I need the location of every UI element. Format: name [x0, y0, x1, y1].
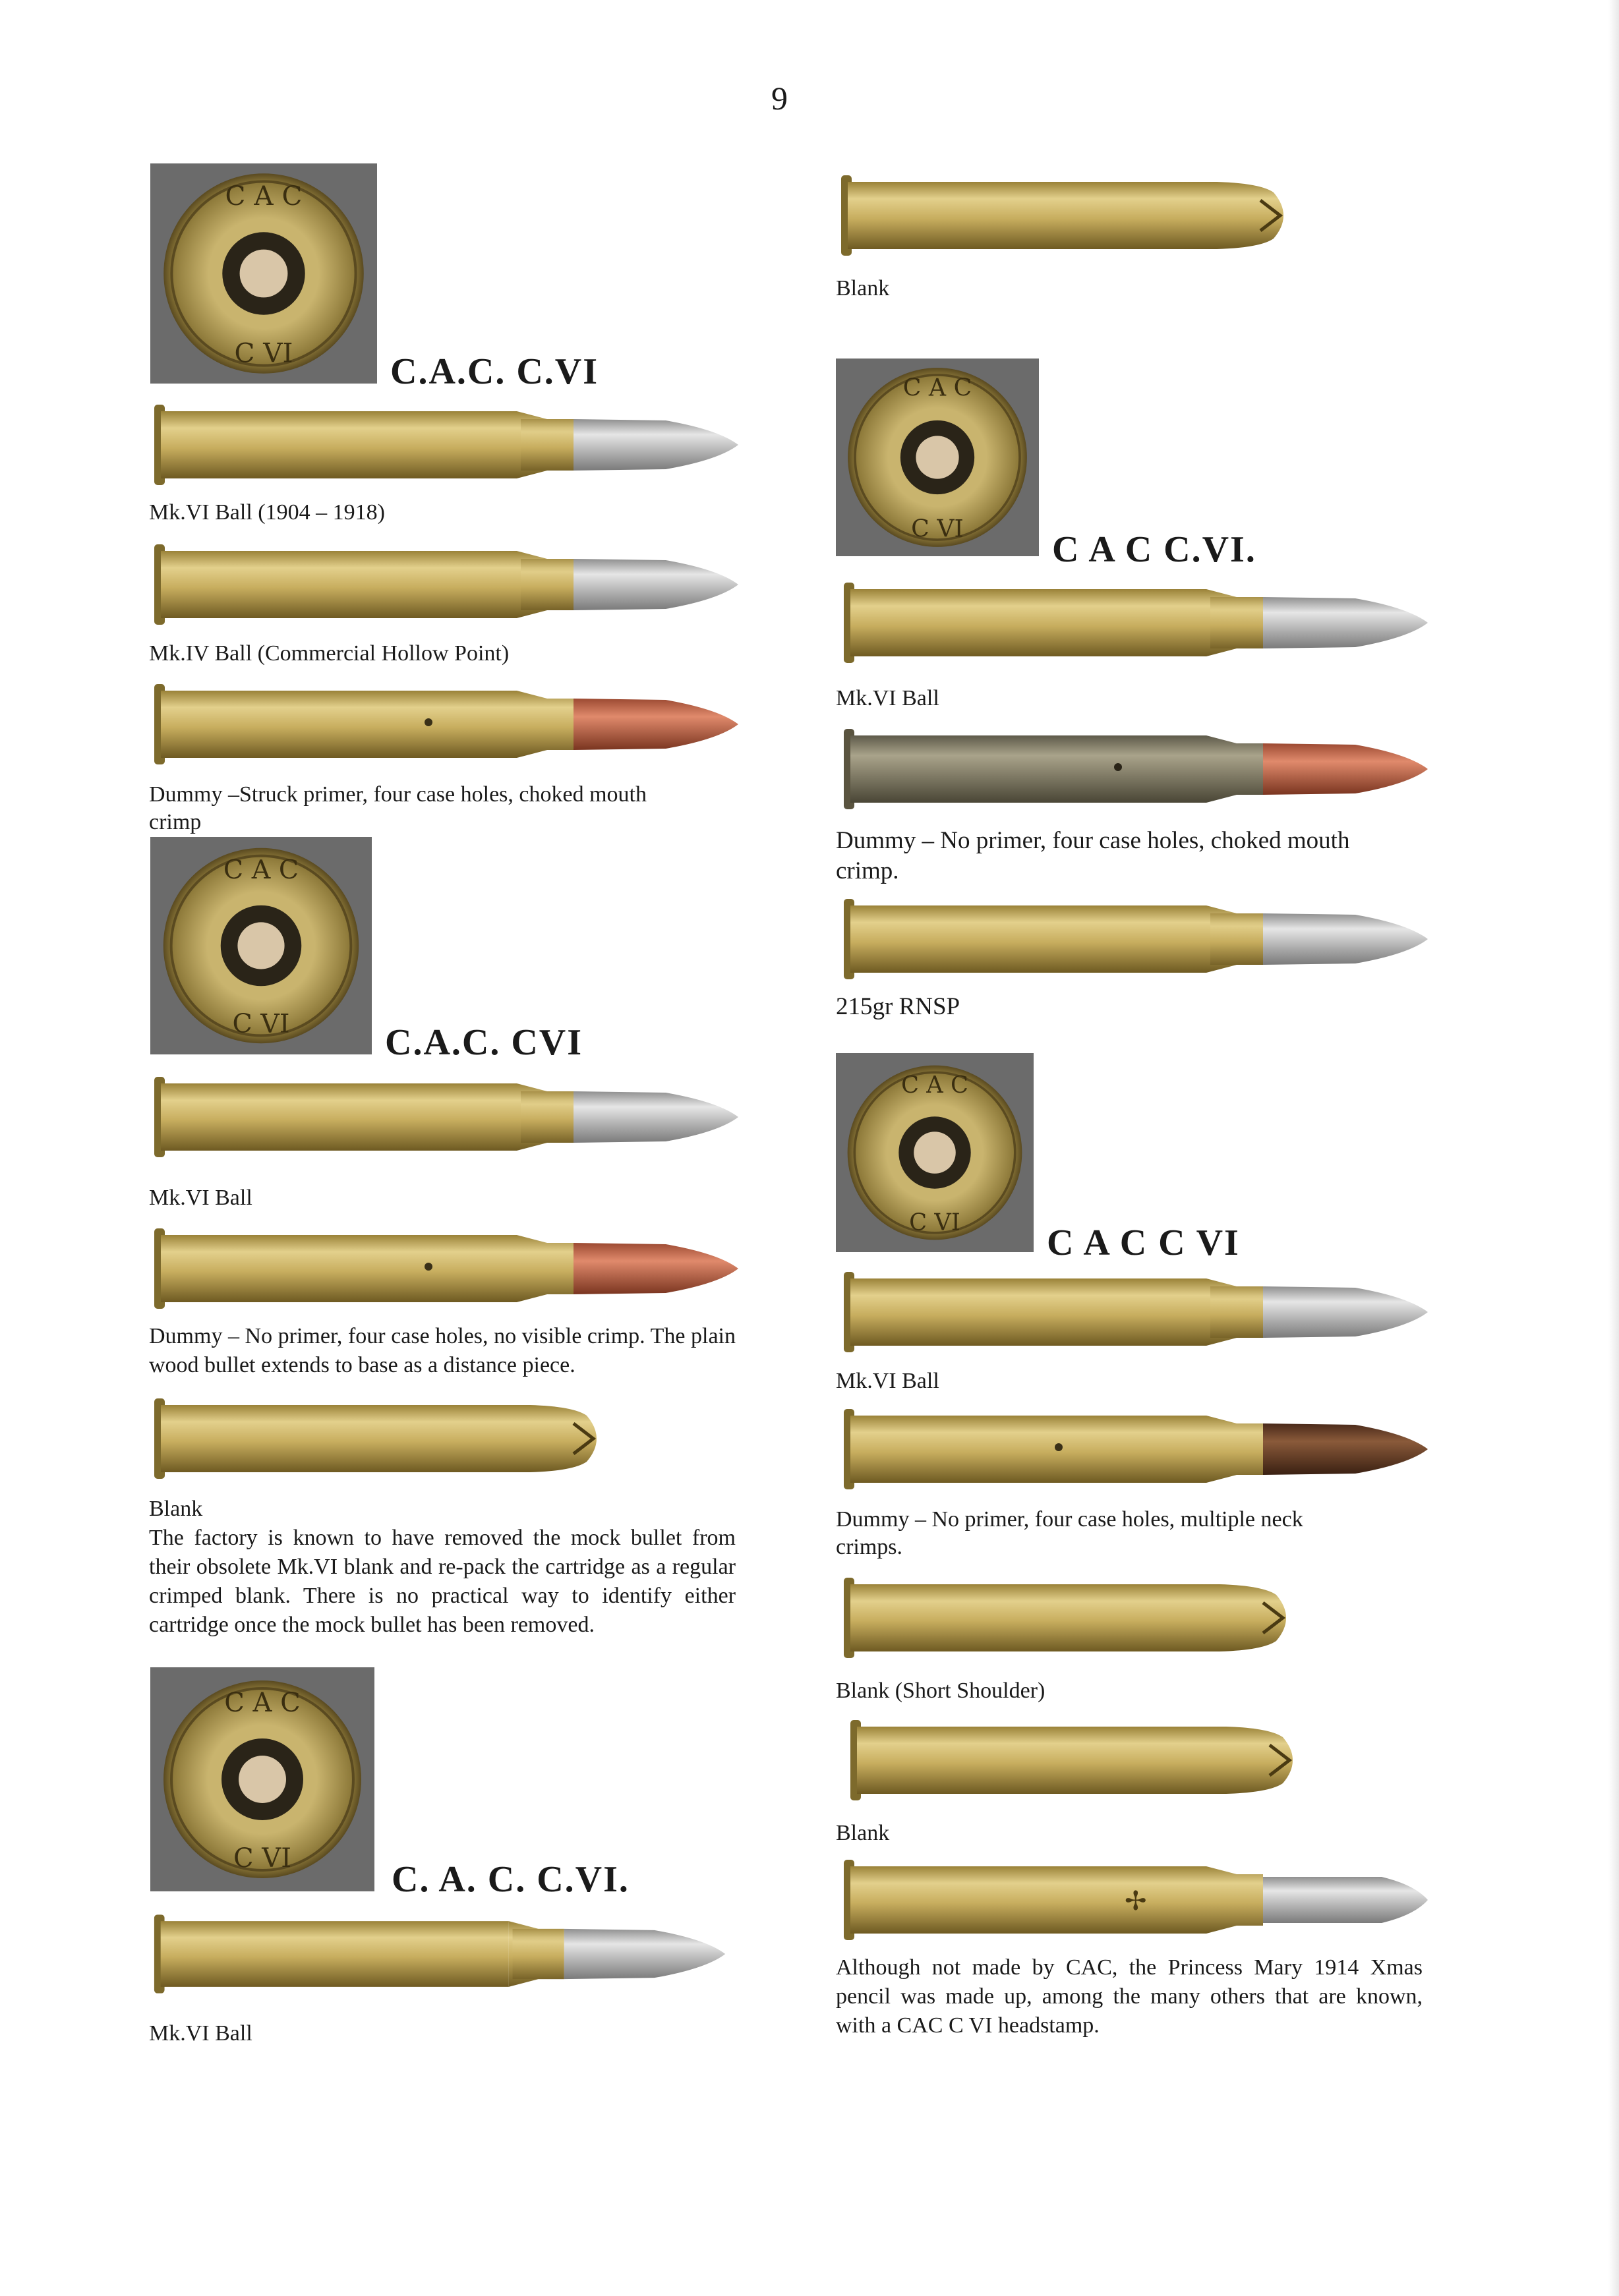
headstamp-photo-5: [836, 1053, 1034, 1252]
headstamp-label-1: C.A.C. C.VI: [390, 351, 599, 392]
svg-text:C VI: C VI: [232, 1008, 290, 1039]
caption-blank-1: Blank: [149, 1497, 203, 1521]
cartridge-mk6-ball-r2: [841, 1263, 1434, 1362]
caption-dummy-neck-crimps-cont: crimps.: [836, 1535, 903, 1559]
headstamp-label-2: C.A.C. CVI: [385, 1022, 583, 1063]
note-princess-mary-pencil: Although not made by CAC, the Princess Mary 1914 Xmas pencil was made up, among the many others that are known, with a CAC C VI headstamp.: [836, 1955, 1423, 2038]
headstamp-photo-2: [150, 837, 372, 1054]
headstamp-label-5: C A C C VI: [1047, 1222, 1240, 1263]
note-factory-blank: The factory is known to have removed the mock bullet from their obsolete Mk.VI blank and re-pack the cartridge as a regular crimped blank. There is no practical way to identify either cartridge once the mock bullet has been removed.: [149, 1526, 736, 1637]
caption-mk6-ball-1904: Mk.VI Ball (1904 – 1918): [149, 500, 385, 525]
svg-text:C VI: C VI: [909, 1209, 960, 1236]
svg-text:C VI: C VI: [233, 1843, 292, 1874]
cartridge-dummy-neck-crimps: [841, 1400, 1434, 1499]
caption-dummy-struck-cont: crimp: [149, 810, 202, 834]
cartridge-mk6-ball-3: [152, 1905, 732, 2003]
cartridge-mk6-ball-2: [152, 1068, 745, 1166]
cartridge-dummy-no-primer: [841, 720, 1434, 818]
cartridge-blank-2: [841, 1711, 1342, 1810]
caption-blank-short-shoulder: Blank (Short Shoulder): [836, 1679, 1045, 1703]
cartridge-blank-1: [152, 1389, 745, 1488]
headstamp-label-4: C A C C.VI.: [1052, 529, 1256, 570]
caption-215gr-rnsp: 215gr RNSP: [836, 993, 960, 1020]
headstamp-photo-1: [150, 163, 377, 384]
caption-dummy-neck-crimps: Dummy – No primer, four case holes, multiple neck: [836, 1507, 1303, 1532]
caption-mk6-ball-2: Mk.VI Ball: [149, 1186, 252, 1210]
headstamp-photo-3: [150, 1667, 374, 1891]
caption-mk6-ball-3: Mk.VI Ball: [149, 2021, 252, 2046]
caption-dummy-struck: Dummy –Struck primer, four case holes, choked mouth: [149, 782, 647, 807]
page-edge-shadow: [1608, 0, 1619, 2296]
cartridge-blank-top: [839, 166, 1326, 265]
headstamp-label-3: C. A. C. C.VI.: [392, 1859, 630, 1900]
cartridge-215gr-rnsp: [841, 890, 1434, 989]
svg-text:C A C: C A C: [902, 373, 972, 402]
cartridge-mk6-ball-r1: [841, 573, 1434, 672]
cartridge-mk4-ball: [152, 535, 745, 634]
caption-dummy-no-primer-cont: crimp.: [836, 857, 899, 884]
svg-text:C A C: C A C: [223, 855, 299, 886]
svg-text:C A C: C A C: [225, 179, 303, 212]
page-number: 9: [771, 80, 788, 117]
cartridge-dummy-struck: [152, 675, 745, 774]
svg-text:C A C: C A C: [224, 1688, 301, 1718]
svg-text:C A C: C A C: [901, 1072, 968, 1099]
caption-mk6-ball-r2: Mk.VI Ball: [836, 1369, 939, 1393]
caption-dummy-wood: Dummy – No primer, four case holes, no visible crimp. The plain wood bullet extends to base as a distance piece.: [149, 1324, 736, 1377]
svg-text:C VI: C VI: [234, 337, 293, 369]
caption-dummy-no-primer: Dummy – No primer, four case holes, choked mouth: [836, 827, 1350, 854]
headstamp-photo-4: [836, 359, 1039, 556]
cartridge-princess-mary-pencil: [841, 1851, 1434, 1949]
caption-blank-top: Blank: [836, 276, 890, 301]
caption-blank-2: Blank: [836, 1821, 890, 1845]
cartridge-dummy-wood: [152, 1219, 745, 1318]
caption-mk6-ball-r1: Mk.VI Ball: [836, 686, 939, 710]
cartridge-blank-short-shoulder: [841, 1568, 1329, 1667]
svg-text:C VI: C VI: [911, 514, 964, 543]
cartridge-mk6-ball: [152, 395, 745, 494]
caption-mk4-ball: Mk.IV Ball (Commercial Hollow Point): [149, 641, 510, 666]
